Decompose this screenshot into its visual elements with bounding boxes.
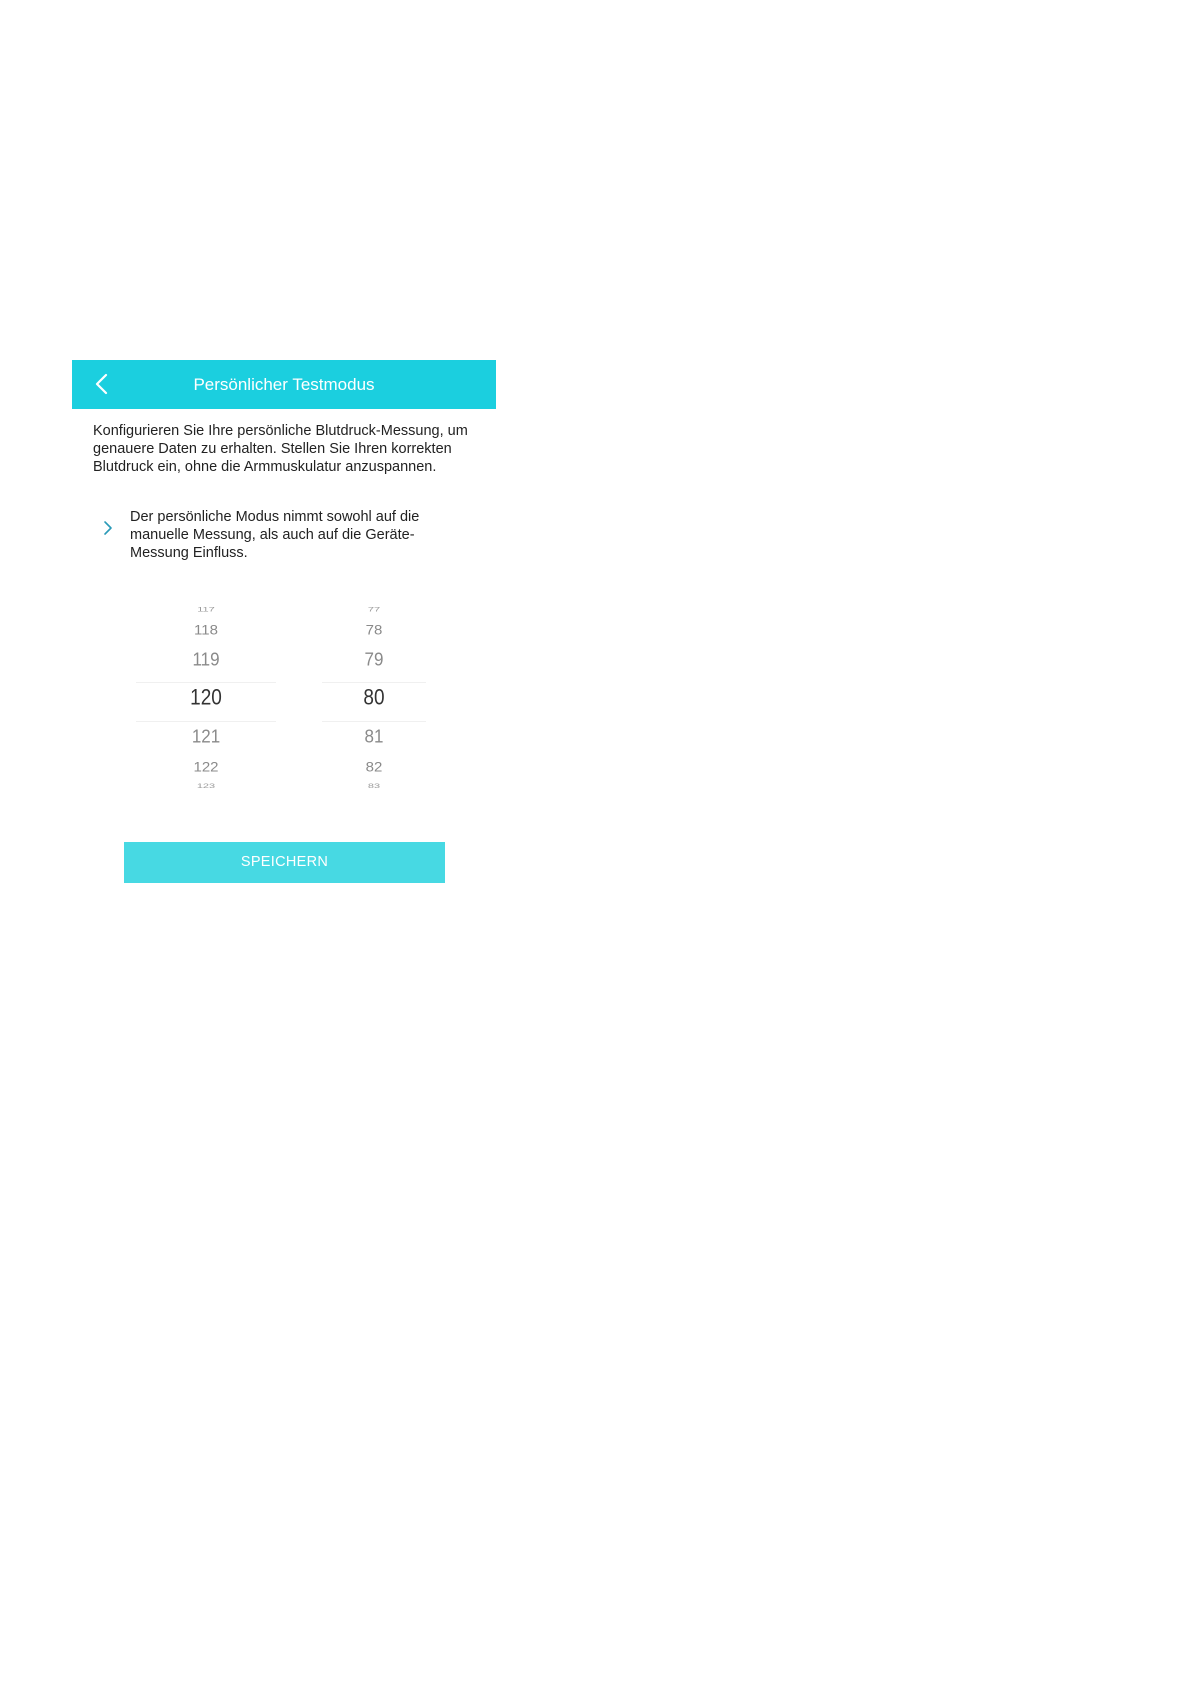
intro-text: Konfigurieren Sie Ihre persönliche Blutdruck-Messung, um genauere Daten zu erhalten. Stellen Sie Ihren korrekten Blutdruck ein, ohne die Armmuskulatur anzuspannen. bbox=[93, 423, 468, 475]
diastolic-picker[interactable] bbox=[322, 604, 426, 809]
chevron-right-icon bbox=[102, 520, 114, 536]
back-button[interactable] bbox=[90, 370, 116, 398]
picker-selected-option[interactable]: 120 bbox=[190, 686, 222, 711]
picker-option[interactable]: 77 bbox=[367, 606, 381, 614]
chevron-left-icon bbox=[90, 370, 116, 398]
picker-option[interactable]: 123 bbox=[196, 782, 216, 790]
systolic-picker[interactable] bbox=[136, 604, 276, 809]
save-button[interactable]: SPEICHERN bbox=[124, 842, 445, 883]
picker-divider bbox=[136, 682, 276, 683]
picker-option[interactable]: 79 bbox=[364, 649, 384, 670]
picker-option[interactable]: 78 bbox=[365, 622, 383, 639]
picker-option[interactable]: 117 bbox=[197, 606, 215, 614]
picker-option[interactable]: 122 bbox=[193, 759, 219, 776]
app-bar bbox=[72, 360, 496, 409]
picker-option[interactable]: 121 bbox=[191, 726, 221, 747]
picker-option[interactable]: 82 bbox=[365, 759, 383, 776]
picker-divider bbox=[322, 721, 426, 722]
picker-option[interactable]: 83 bbox=[367, 782, 381, 790]
picker-option[interactable]: 119 bbox=[192, 649, 220, 670]
picker-selected-option[interactable]: 80 bbox=[363, 686, 385, 711]
picker-divider bbox=[136, 721, 276, 722]
picker-option[interactable]: 81 bbox=[364, 726, 384, 747]
page-title: Persönlicher Testmodus bbox=[193, 375, 375, 394]
picker-divider bbox=[322, 682, 426, 683]
app-screen bbox=[72, 360, 496, 890]
info-note-text: Der persönliche Modus nimmt sowohl auf die manuelle Messung, als auch auf die Geräte-Messung Einfluss. bbox=[130, 509, 420, 561]
picker-option[interactable]: 118 bbox=[194, 622, 218, 639]
